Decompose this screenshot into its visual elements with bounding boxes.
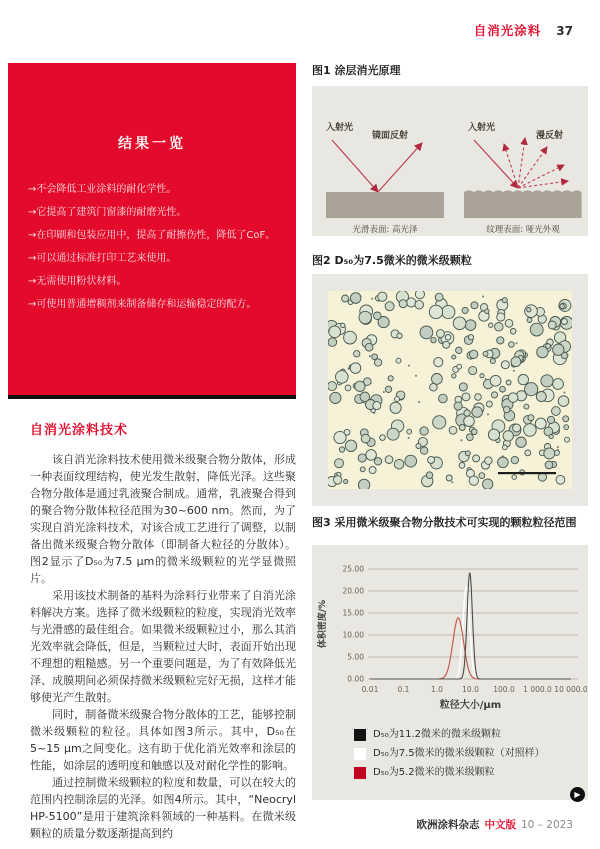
particle xyxy=(387,428,399,440)
particle xyxy=(516,342,518,344)
particle xyxy=(408,437,410,439)
micrograph-image xyxy=(328,291,572,489)
particle xyxy=(415,291,424,299)
particle xyxy=(465,451,470,456)
footer-edition: 中文版 xyxy=(484,819,516,831)
particle xyxy=(525,383,538,396)
particle xyxy=(456,347,462,353)
particle xyxy=(465,320,476,331)
particle xyxy=(479,473,485,479)
particle xyxy=(505,319,513,327)
particle xyxy=(399,300,407,308)
particle xyxy=(490,358,495,363)
particle xyxy=(469,476,478,485)
figure3-box xyxy=(312,545,588,800)
particle xyxy=(355,381,365,391)
particle xyxy=(565,437,570,442)
particle xyxy=(473,455,480,462)
particle xyxy=(530,323,543,336)
particle xyxy=(506,380,511,385)
article-paragraph: 通过控制微米级颗粒的粒度和数量，可以在较大的范围内控制涂层的光泽。如图4所示。其中，“Neocryl HP-5100”是用于建筑涂料领域的一种基料。在微米级颗粒的质量分数逐渐提高到约 xyxy=(30,776,296,840)
particle xyxy=(365,343,373,351)
article-paragraph: 同时，制备微米级聚合物分散体的工艺，能够控制微米级颗粒的粒径。具体如图3所示。其中，D₅₀在5~15 µm之间变化。这有助于优化消光效率和涂层的性能，如涂层的透明度和触感以及对耐化学性的影响。 xyxy=(30,708,296,772)
particle xyxy=(374,359,381,366)
particle xyxy=(421,447,428,454)
particle xyxy=(373,402,381,410)
particle xyxy=(561,319,567,325)
particle xyxy=(435,293,443,301)
svg-text:1.0: 1.0 xyxy=(431,685,443,694)
header-section-title: 自消光涂料 xyxy=(473,23,542,38)
particle xyxy=(336,371,349,384)
svg-text:25.00: 25.00 xyxy=(342,564,364,574)
particle-size-chart xyxy=(312,553,588,711)
results-item: →它提高了建筑门窗漆的耐磨光性。 xyxy=(28,207,187,218)
particle xyxy=(445,335,451,341)
particle xyxy=(420,326,433,339)
particle xyxy=(334,476,342,484)
particle xyxy=(511,357,521,367)
particle xyxy=(566,354,568,356)
article-paragraph: 采用该技术制备的基料为涂料行业带来了自消光涂料解决方案。选择了微米级颗粒的粒度，实现消光效率与光滑感的最佳组合。如果微米级颗粒过小，那么其消光效率就会降低，但是，当颗粒过大时，表面开始出现不理想的粗糙感。另一个重要问题是，为了有效降低光泽、成膜期间必须保持微米级颗粒完好无损，这样才能够使光产生散射。 xyxy=(30,589,296,704)
particle xyxy=(407,429,412,434)
svg-text:5.00: 5.00 xyxy=(347,652,364,662)
particle xyxy=(457,364,462,369)
results-item: →可以通过标准打印工艺来使用。 xyxy=(28,253,177,264)
particle xyxy=(468,335,473,340)
particle xyxy=(502,298,507,303)
diffuse-reflection-label: 漫反射 xyxy=(536,131,564,141)
particle xyxy=(328,338,337,347)
results-list xyxy=(28,183,276,311)
particle xyxy=(475,394,482,401)
svg-text:10.00: 10.00 xyxy=(342,630,364,640)
particle xyxy=(527,318,532,323)
particle xyxy=(495,323,504,332)
particle xyxy=(454,402,462,410)
particle xyxy=(334,431,346,443)
particle xyxy=(548,321,556,329)
particle xyxy=(452,355,456,359)
particle xyxy=(513,424,521,432)
particle xyxy=(508,393,518,403)
particle xyxy=(503,431,513,441)
chart-series-curve xyxy=(370,587,571,679)
chart-x-axis-label: 粒径大小/µm xyxy=(439,700,502,711)
particle xyxy=(486,401,492,407)
incident-light-label-left: 入射光 xyxy=(326,123,354,133)
particle xyxy=(420,427,428,435)
results-box xyxy=(8,63,296,399)
particle xyxy=(471,302,478,309)
particle xyxy=(472,407,483,418)
particle xyxy=(388,376,393,381)
particle xyxy=(369,355,371,357)
particle xyxy=(360,467,365,472)
svg-text:0.00: 0.00 xyxy=(347,674,364,684)
particle xyxy=(328,382,337,391)
particle xyxy=(482,296,484,298)
particle xyxy=(344,331,357,344)
svg-text:0.1: 0.1 xyxy=(397,685,410,694)
particle xyxy=(385,386,391,392)
particle xyxy=(485,309,489,313)
particle xyxy=(350,363,361,374)
svg-text:20.00: 20.00 xyxy=(342,586,364,596)
particle xyxy=(394,459,404,469)
particle xyxy=(373,412,375,414)
particle xyxy=(345,440,356,451)
particle xyxy=(553,344,564,355)
particle xyxy=(371,298,373,300)
particle xyxy=(459,425,465,431)
particle xyxy=(480,374,484,378)
particle xyxy=(459,463,465,469)
particle xyxy=(524,424,537,437)
particle xyxy=(500,386,506,392)
particle xyxy=(547,416,554,423)
particle xyxy=(511,456,518,463)
results-item: →不会降低工业涂料的耐化学性。 xyxy=(28,184,177,195)
particle xyxy=(485,457,493,465)
particle xyxy=(374,312,382,320)
particle xyxy=(374,458,381,465)
particle xyxy=(467,434,474,441)
particle xyxy=(426,472,433,479)
smooth-surface-bar xyxy=(326,192,444,218)
particle xyxy=(436,330,444,338)
particle xyxy=(535,418,546,429)
particle xyxy=(453,317,466,330)
particle xyxy=(470,350,478,358)
particle xyxy=(344,480,348,484)
particle xyxy=(544,448,555,459)
particle xyxy=(446,475,452,481)
particle xyxy=(504,406,510,412)
particle xyxy=(498,457,509,468)
particle xyxy=(433,416,446,429)
particle xyxy=(451,481,453,483)
particle xyxy=(462,307,468,313)
particle xyxy=(541,375,553,387)
diffuse-rays xyxy=(504,138,568,188)
legend-label: D₅₀为7.5微米的微米级颗粒（对照样） xyxy=(373,748,545,759)
particle xyxy=(390,402,401,413)
particle xyxy=(488,429,499,440)
particle xyxy=(350,293,361,304)
legend-swatch xyxy=(354,729,366,741)
svg-text:0.01: 0.01 xyxy=(361,685,379,694)
particle xyxy=(383,391,385,393)
figure1-caption: 图1 涂层消光原理 xyxy=(312,64,401,77)
particle xyxy=(553,379,564,390)
particle xyxy=(439,394,448,403)
particle xyxy=(518,374,528,384)
particle xyxy=(516,437,526,447)
particle xyxy=(485,378,487,380)
particle xyxy=(380,435,386,441)
particle xyxy=(483,351,488,356)
particle xyxy=(491,392,497,398)
particle xyxy=(483,479,493,489)
particle xyxy=(348,368,350,370)
scale-bar xyxy=(498,472,556,474)
particle xyxy=(464,410,470,416)
article-paragraphs xyxy=(30,451,296,842)
legend-label: D₅₀为5.2微米的微米级颗粒 xyxy=(373,767,495,778)
article-section-heading: 自消光涂料技术 xyxy=(30,423,129,438)
figure3-caption: 图3 采用微米级聚合物分散技术可实现的颗粒粒径范围 xyxy=(312,516,577,529)
chart-y-axis-label: 体积密度/% xyxy=(318,599,328,649)
textured-surface-bar xyxy=(464,190,582,218)
particle xyxy=(497,337,504,344)
footer-issue: 10 – 2023 xyxy=(520,819,573,831)
legend-label: D₅₀为11.2微米的微米级颗粒 xyxy=(373,729,501,740)
next-page-icon[interactable]: ▶ xyxy=(570,787,585,802)
particle xyxy=(416,444,421,449)
particle xyxy=(487,413,489,415)
particle xyxy=(557,449,559,451)
particle xyxy=(431,337,436,342)
particle xyxy=(552,407,561,416)
particle xyxy=(512,475,517,480)
particle xyxy=(354,351,360,357)
page-header xyxy=(474,21,573,39)
particle xyxy=(397,333,402,338)
figure1-box xyxy=(312,86,588,236)
particle xyxy=(415,300,424,309)
particle xyxy=(462,393,470,401)
page-number: 37 xyxy=(556,24,573,38)
particle xyxy=(361,434,370,443)
particle xyxy=(408,365,410,367)
particle xyxy=(385,456,393,464)
legend-row xyxy=(354,748,588,760)
svg-text:10.0: 10.0 xyxy=(462,685,479,694)
particle xyxy=(509,342,515,348)
particle xyxy=(359,311,371,323)
incident-ray-left xyxy=(332,140,378,192)
results-item: →无需使用粉状材料。 xyxy=(28,276,127,287)
particle xyxy=(342,295,349,302)
particle xyxy=(396,358,401,363)
page-footer xyxy=(416,817,573,832)
particle xyxy=(460,439,462,441)
legend-swatch xyxy=(354,767,366,779)
article-column xyxy=(30,419,296,842)
legend-row xyxy=(354,729,588,741)
textured-surface-label: 纹理表面: 哑光外观 xyxy=(486,225,560,235)
incident-light-label-right: 入射光 xyxy=(468,123,496,133)
particle xyxy=(549,435,553,439)
results-item: →在印刷和包装应用中，提高了耐擦伤性，降低了CoF。 xyxy=(28,230,276,241)
particle xyxy=(501,361,509,369)
particle xyxy=(358,454,366,462)
particle xyxy=(558,396,569,407)
particle xyxy=(556,475,565,484)
specular-reflection-label: 镜面反射 xyxy=(372,131,409,141)
particle xyxy=(464,416,475,427)
particle xyxy=(341,323,345,327)
particle xyxy=(415,375,417,377)
particle xyxy=(525,450,531,456)
chart-x-tick-labels xyxy=(362,685,588,694)
smooth-surface-label: 光滑表面: 高光泽 xyxy=(352,225,418,235)
footer-journal-name: 欧洲涂料杂志 xyxy=(416,819,480,831)
particle xyxy=(335,459,344,468)
article-paragraph: 该自消光涂料技术使用微米级聚合物分散体，形成一种表面纹理结构，使光发生散射，降低光泽。这些聚合物分散体是通过乳液聚合制成。通常，乳液聚合得到的聚合物分散体粒径范围为30~600 nm。然而，为了实现自消光涂料技术，对该合成工艺进行了调整，以制备出微米级聚合物分散体（即制备大粒径的分散体）。图2显示了D₅₀为7.5 µm的微米级颗粒的光学显微照片。 xyxy=(30,453,296,585)
particle xyxy=(563,416,569,422)
particle xyxy=(510,329,516,335)
particle xyxy=(405,455,417,467)
particle xyxy=(528,415,534,421)
particle xyxy=(339,447,344,452)
particle xyxy=(369,467,376,474)
particle xyxy=(513,370,515,372)
chart-y-tick-labels xyxy=(343,565,365,684)
particle xyxy=(434,358,443,367)
particle xyxy=(385,302,394,311)
particle xyxy=(524,404,529,409)
particle xyxy=(428,456,435,463)
matting-principle-diagram xyxy=(312,86,588,236)
particle xyxy=(395,397,400,402)
particle xyxy=(443,341,450,348)
results-item: →可使用普通增稠剂来制备储存和运输稳定的配方。 xyxy=(28,299,257,310)
particle xyxy=(564,425,569,430)
particle xyxy=(418,401,420,403)
particle xyxy=(432,374,443,385)
particle xyxy=(489,323,493,327)
particle xyxy=(563,392,565,394)
particle xyxy=(366,450,377,461)
svg-text:15.00: 15.00 xyxy=(342,608,364,618)
specular-ray xyxy=(378,143,422,192)
figure2-box xyxy=(312,274,588,506)
particle xyxy=(490,375,501,386)
svg-text:1 000.0: 1 000.0 xyxy=(523,685,552,694)
particle xyxy=(330,392,341,403)
results-box-title: 结果一览 xyxy=(118,136,186,152)
particle xyxy=(459,383,467,391)
particle xyxy=(527,308,531,312)
chart-legend xyxy=(354,729,588,779)
particle xyxy=(469,366,477,374)
particle xyxy=(497,313,505,321)
particle-field xyxy=(328,291,572,489)
particle xyxy=(560,304,565,309)
figure2-caption: 图2 D₅₀为7.5微米的微米级颗粒 xyxy=(312,254,472,267)
particle xyxy=(442,305,455,318)
legend-swatch xyxy=(354,748,366,760)
svg-text:100.0: 100.0 xyxy=(493,685,515,694)
particle xyxy=(502,445,507,450)
particle xyxy=(360,392,370,402)
particle xyxy=(358,479,369,489)
particle xyxy=(449,426,457,434)
particle xyxy=(329,326,341,338)
particle xyxy=(557,446,559,448)
particle xyxy=(378,292,387,301)
particle xyxy=(429,305,442,318)
particle xyxy=(545,461,553,469)
svg-text:10 000.0: 10 000.0 xyxy=(554,685,588,694)
particle xyxy=(536,392,546,402)
legend-row xyxy=(354,767,588,779)
particle xyxy=(472,429,478,435)
particle xyxy=(537,346,548,357)
incident-ray-right xyxy=(474,140,518,188)
particle xyxy=(452,374,456,378)
particle xyxy=(345,385,351,391)
